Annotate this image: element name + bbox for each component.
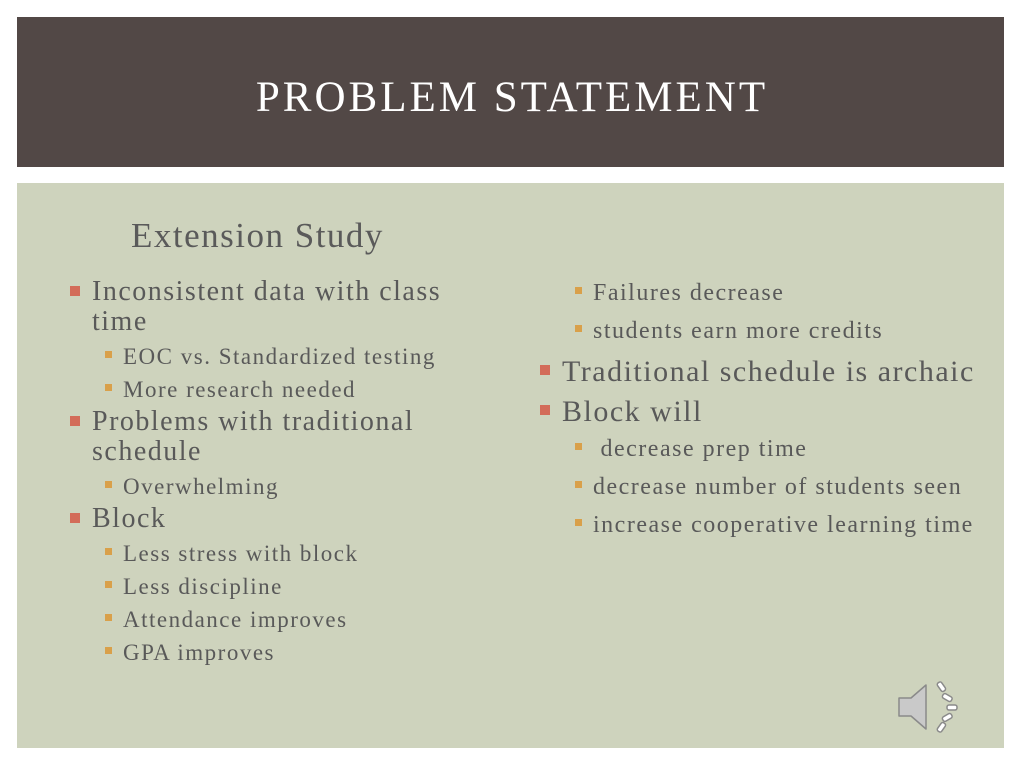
list-item xyxy=(66,571,496,602)
list-item xyxy=(66,604,496,635)
bullet-square-icon xyxy=(575,325,582,332)
bullet-square-icon xyxy=(575,443,582,450)
list-item-text: Traditional schedule is archaic xyxy=(562,355,975,388)
bullet-square-icon xyxy=(105,384,112,391)
list-item-text: students earn more credits xyxy=(593,318,884,344)
bullet-square-icon xyxy=(575,287,582,294)
column-heading: Extension Study xyxy=(131,216,384,255)
list-item-text: Less discipline xyxy=(123,574,283,599)
bullet-square-icon xyxy=(575,519,582,526)
list-item-text: Overwhelming xyxy=(123,474,279,499)
list-item-text: Inconsistent data with class time xyxy=(92,276,442,337)
bullet-square-icon xyxy=(540,405,550,415)
bullet-square-icon xyxy=(70,286,80,296)
list-item-text: EOC vs. Standardized testing xyxy=(123,344,436,369)
list-item xyxy=(66,277,496,337)
list-item xyxy=(536,434,976,465)
list-item-text: Block will xyxy=(562,395,703,428)
slide-title: PROBLEM STATEMENT xyxy=(255,74,769,121)
bullet-square-icon xyxy=(575,481,582,488)
left-column xyxy=(66,277,496,670)
list-item xyxy=(66,374,496,405)
list-item-text: increase cooperative learning time xyxy=(593,512,974,538)
list-item-text: More research needed xyxy=(123,377,357,402)
list-item xyxy=(536,472,976,503)
list-item xyxy=(66,407,496,467)
list-item-text: Attendance improves xyxy=(123,607,348,632)
list-item xyxy=(66,504,496,534)
list-item-text: GPA improves xyxy=(123,640,275,665)
list-item xyxy=(536,394,976,430)
list-item xyxy=(66,637,496,668)
list-item xyxy=(66,538,496,569)
list-item xyxy=(536,278,976,309)
list-item xyxy=(66,471,496,502)
bullet-square-icon xyxy=(70,513,80,523)
list-item-text: Problems with traditional schedule xyxy=(92,406,415,467)
bullet-square-icon xyxy=(540,365,550,375)
list-item xyxy=(536,510,976,541)
list-item-text: Block xyxy=(92,503,167,534)
list-item xyxy=(66,341,496,372)
bullet-square-icon xyxy=(105,351,112,358)
list-item xyxy=(536,354,976,390)
list-item-text: Failures decrease xyxy=(593,280,785,306)
list-item xyxy=(536,316,976,347)
list-item-text: decrease number of students seen xyxy=(593,474,963,500)
bullet-square-icon xyxy=(105,581,112,588)
bullet-square-icon xyxy=(105,647,112,654)
right-column xyxy=(536,278,976,548)
bullet-square-icon xyxy=(105,614,112,621)
bullet-square-icon xyxy=(105,548,112,555)
bullet-square-icon xyxy=(105,481,112,488)
list-item-text: decrease prep time xyxy=(593,436,808,462)
speaker-icon[interactable] xyxy=(893,676,965,738)
bullet-square-icon xyxy=(70,416,80,426)
list-item-text: Less stress with block xyxy=(123,541,359,566)
